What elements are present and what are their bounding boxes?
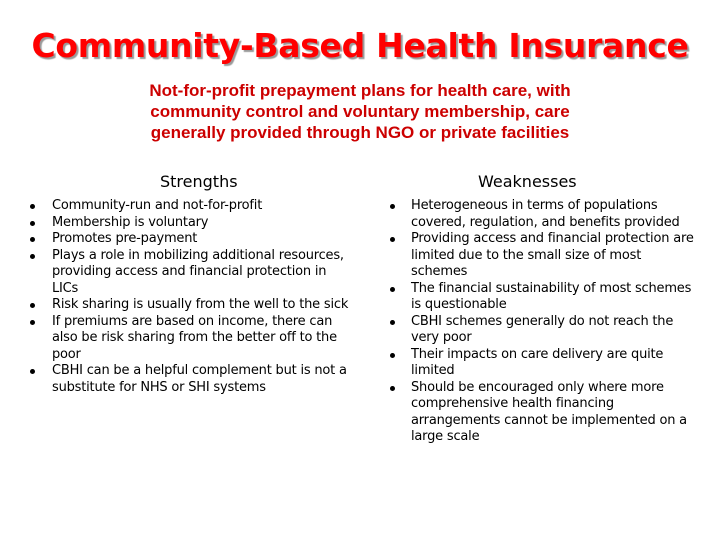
bullet-icon bbox=[390, 320, 395, 325]
strength-text: Membership is voluntary bbox=[52, 214, 209, 230]
strength-item bbox=[52, 198, 350, 215]
weakness-text: Providing access and financial protection are limited due to the small size of most schemes bbox=[411, 231, 694, 279]
subtitle-line: generally provided through NGO or private facilities bbox=[150, 123, 570, 142]
bullet-icon bbox=[390, 237, 395, 242]
weakness-text: Heterogeneous in terms of populations covered, regulation, and benefits provided bbox=[411, 198, 680, 230]
bullet-icon bbox=[30, 254, 35, 259]
strength-item bbox=[52, 248, 350, 298]
weakness-text: Their impacts on care delivery are quite limited bbox=[411, 346, 664, 378]
slide-title: Community-Based Health Insurance bbox=[31, 26, 689, 65]
bullet-icon bbox=[30, 320, 35, 325]
strength-item bbox=[52, 297, 350, 314]
bullet-icon bbox=[390, 353, 395, 358]
strength-item bbox=[52, 314, 350, 364]
bullet-icon bbox=[30, 369, 35, 374]
strengths-list bbox=[52, 198, 350, 396]
weakness-item bbox=[411, 380, 701, 446]
strength-text: Community-run and not-for-profit bbox=[52, 198, 263, 213]
bullet-icon bbox=[390, 287, 395, 292]
weakness-item bbox=[411, 314, 701, 347]
bullet-icon bbox=[30, 237, 35, 242]
strength-text: Promotes pre-payment bbox=[52, 231, 198, 246]
weaknesses-heading: Weaknesses bbox=[478, 172, 577, 191]
strength-text: Plays a role in mobilizing additional resources, providing access and financial protection in LICs bbox=[52, 247, 344, 296]
bullet-icon bbox=[30, 221, 35, 226]
weakness-item bbox=[411, 231, 701, 281]
slide-subtitle bbox=[60, 80, 660, 143]
strength-text: Risk sharing is usually from the well to the sick bbox=[52, 297, 349, 312]
strength-item bbox=[52, 231, 350, 248]
weaknesses-list bbox=[411, 198, 701, 446]
bullet-icon bbox=[30, 303, 35, 308]
subtitle-line: community control and voluntary membership, care bbox=[150, 102, 570, 121]
strengths-heading: Strengths bbox=[160, 172, 238, 191]
strength-item bbox=[52, 363, 350, 396]
subtitle-line: Not-for-profit prepayment plans for health care, with bbox=[149, 81, 571, 100]
weakness-text: The financial sustainability of most schemes is questionable bbox=[411, 280, 692, 312]
weakness-text: CBHI schemes generally do not reach the very poor bbox=[411, 313, 674, 345]
bullet-icon bbox=[30, 204, 35, 209]
strength-text: CBHI can be a helpful complement but is not a substitute for NHS or SHI systems bbox=[52, 363, 347, 395]
bullet-icon bbox=[390, 386, 395, 391]
bullet-icon bbox=[390, 204, 395, 209]
strength-item bbox=[52, 215, 350, 232]
weakness-item bbox=[411, 347, 701, 380]
weakness-item bbox=[411, 281, 701, 314]
weakness-text: Should be encouraged only where more comprehensive health financing arrangements cannot be implemented on a large scale bbox=[411, 379, 687, 444]
strength-text: If premiums are based on income, there can also be risk sharing from the better off to the poor bbox=[52, 313, 337, 362]
weakness-item bbox=[411, 198, 701, 231]
